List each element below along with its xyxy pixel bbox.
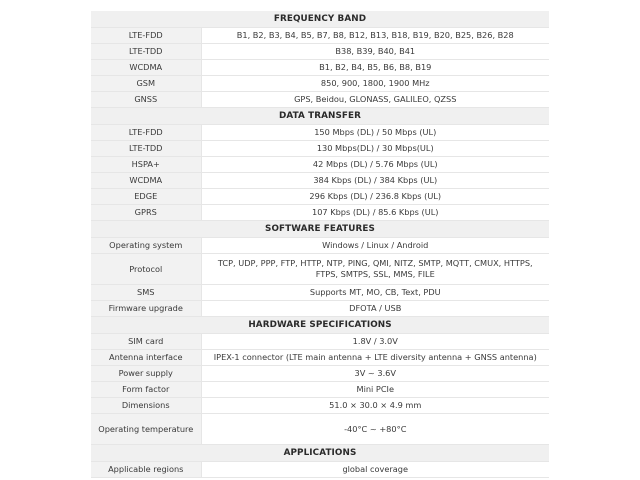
- spec-label: Protocol: [91, 254, 201, 285]
- spec-value: B38, B39, B40, B41: [201, 44, 549, 60]
- spec-row: [91, 141, 549, 157]
- spec-value: -40°C ~ +80°C: [201, 414, 549, 445]
- spec-value: TCP, UDP, PPP, FTP, HTTP, NTP, PING, QMI, NITZ, SMTP, MQTT, CMUX, HTTPS, FTPS, SMTPS, SSL, MMS, FILE: [201, 254, 549, 285]
- spec-row: [91, 398, 549, 414]
- section-title: APPLICATIONS: [91, 445, 549, 462]
- spec-row: [91, 189, 549, 205]
- section-header-software-features: [91, 221, 549, 238]
- spec-label: GNSS: [91, 92, 201, 108]
- spec-value: 384 Kbps (DL) / 384 Kbps (UL): [201, 173, 549, 189]
- section-header-hardware-specifications: [91, 317, 549, 334]
- spec-value: 1.8V / 3.0V: [201, 334, 549, 350]
- spec-row: [91, 60, 549, 76]
- spec-label: SIM card: [91, 334, 201, 350]
- section-title: HARDWARE SPECIFICATIONS: [91, 317, 549, 334]
- spec-row: [91, 44, 549, 60]
- spec-value: 850, 900, 1800, 1900 MHz: [201, 76, 549, 92]
- spec-value: Supports MT, MO, CB, Text, PDU: [201, 285, 549, 301]
- spec-value: 150 Mbps (DL) / 50 Mbps (UL): [201, 125, 549, 141]
- spec-label: EDGE: [91, 189, 201, 205]
- spec-value: 3V ~ 3.6V: [201, 366, 549, 382]
- spec-label: GPRS: [91, 205, 201, 221]
- spec-row: [91, 157, 549, 173]
- spec-label: LTE-FDD: [91, 125, 201, 141]
- spec-row: [91, 382, 549, 398]
- section-header-data-transfer: [91, 108, 549, 125]
- spec-label: GSM: [91, 76, 201, 92]
- spec-row: [91, 76, 549, 92]
- spec-row: [91, 285, 549, 301]
- section-header-applications: [91, 445, 549, 462]
- spec-value: 51.0 × 30.0 × 4.9 mm: [201, 398, 549, 414]
- spec-label: Operating system: [91, 238, 201, 254]
- spec-value: 107 Kbps (DL) / 85.6 Kbps (UL): [201, 205, 549, 221]
- section-header-frequency-band: [91, 11, 549, 28]
- spec-row: [91, 462, 549, 478]
- spec-label: LTE-TDD: [91, 141, 201, 157]
- spec-label: Operating temperature: [91, 414, 201, 445]
- spec-value: B1, B2, B4, B5, B6, B8, B19: [201, 60, 549, 76]
- spec-value: B1, B2, B3, B4, B5, B7, B8, B12, B13, B18, B19, B20, B25, B26, B28: [201, 28, 549, 44]
- section-title: SOFTWARE FEATURES: [91, 221, 549, 238]
- spec-value: Windows / Linux / Android: [201, 238, 549, 254]
- spec-label: SMS: [91, 285, 201, 301]
- spec-label: Power supply: [91, 366, 201, 382]
- spec-value: 296 Kbps (DL) / 236.8 Kbps (UL): [201, 189, 549, 205]
- spec-row: [91, 173, 549, 189]
- spec-label: LTE-FDD: [91, 28, 201, 44]
- spec-row: [91, 205, 549, 221]
- spec-label: HSPA+: [91, 157, 201, 173]
- spec-label: Antenna interface: [91, 350, 201, 366]
- spec-row: [91, 238, 549, 254]
- spec-label: Dimensions: [91, 398, 201, 414]
- section-title: DATA TRANSFER: [91, 108, 549, 125]
- spec-row: [91, 254, 549, 285]
- spec-table-container: [91, 11, 549, 478]
- spec-value: DFOTA / USB: [201, 301, 549, 317]
- spec-row: [91, 92, 549, 108]
- spec-label: Applicable regions: [91, 462, 201, 478]
- spec-value: global coverage: [201, 462, 549, 478]
- spec-row: [91, 28, 549, 44]
- spec-label: WCDMA: [91, 60, 201, 76]
- spec-value: 42 Mbps (DL) / 5.76 Mbps (UL): [201, 157, 549, 173]
- spec-value: IPEX-1 connector (LTE main antenna + LTE diversity antenna + GNSS antenna): [201, 350, 549, 366]
- spec-value: 130 Mbps(DL) / 30 Mbps(UL): [201, 141, 549, 157]
- spec-row: [91, 301, 549, 317]
- spec-value: GPS, Beidou, GLONASS, GALILEO, QZSS: [201, 92, 549, 108]
- spec-value: Mini PCIe: [201, 382, 549, 398]
- spec-row: [91, 414, 549, 445]
- section-title: FREQUENCY BAND: [91, 11, 549, 28]
- spec-label: LTE-TDD: [91, 44, 201, 60]
- spec-row: [91, 366, 549, 382]
- spec-table: [91, 11, 549, 478]
- spec-label: WCDMA: [91, 173, 201, 189]
- spec-label: Form factor: [91, 382, 201, 398]
- spec-row: [91, 125, 549, 141]
- spec-row: [91, 350, 549, 366]
- spec-row: [91, 334, 549, 350]
- spec-label: Firmware upgrade: [91, 301, 201, 317]
